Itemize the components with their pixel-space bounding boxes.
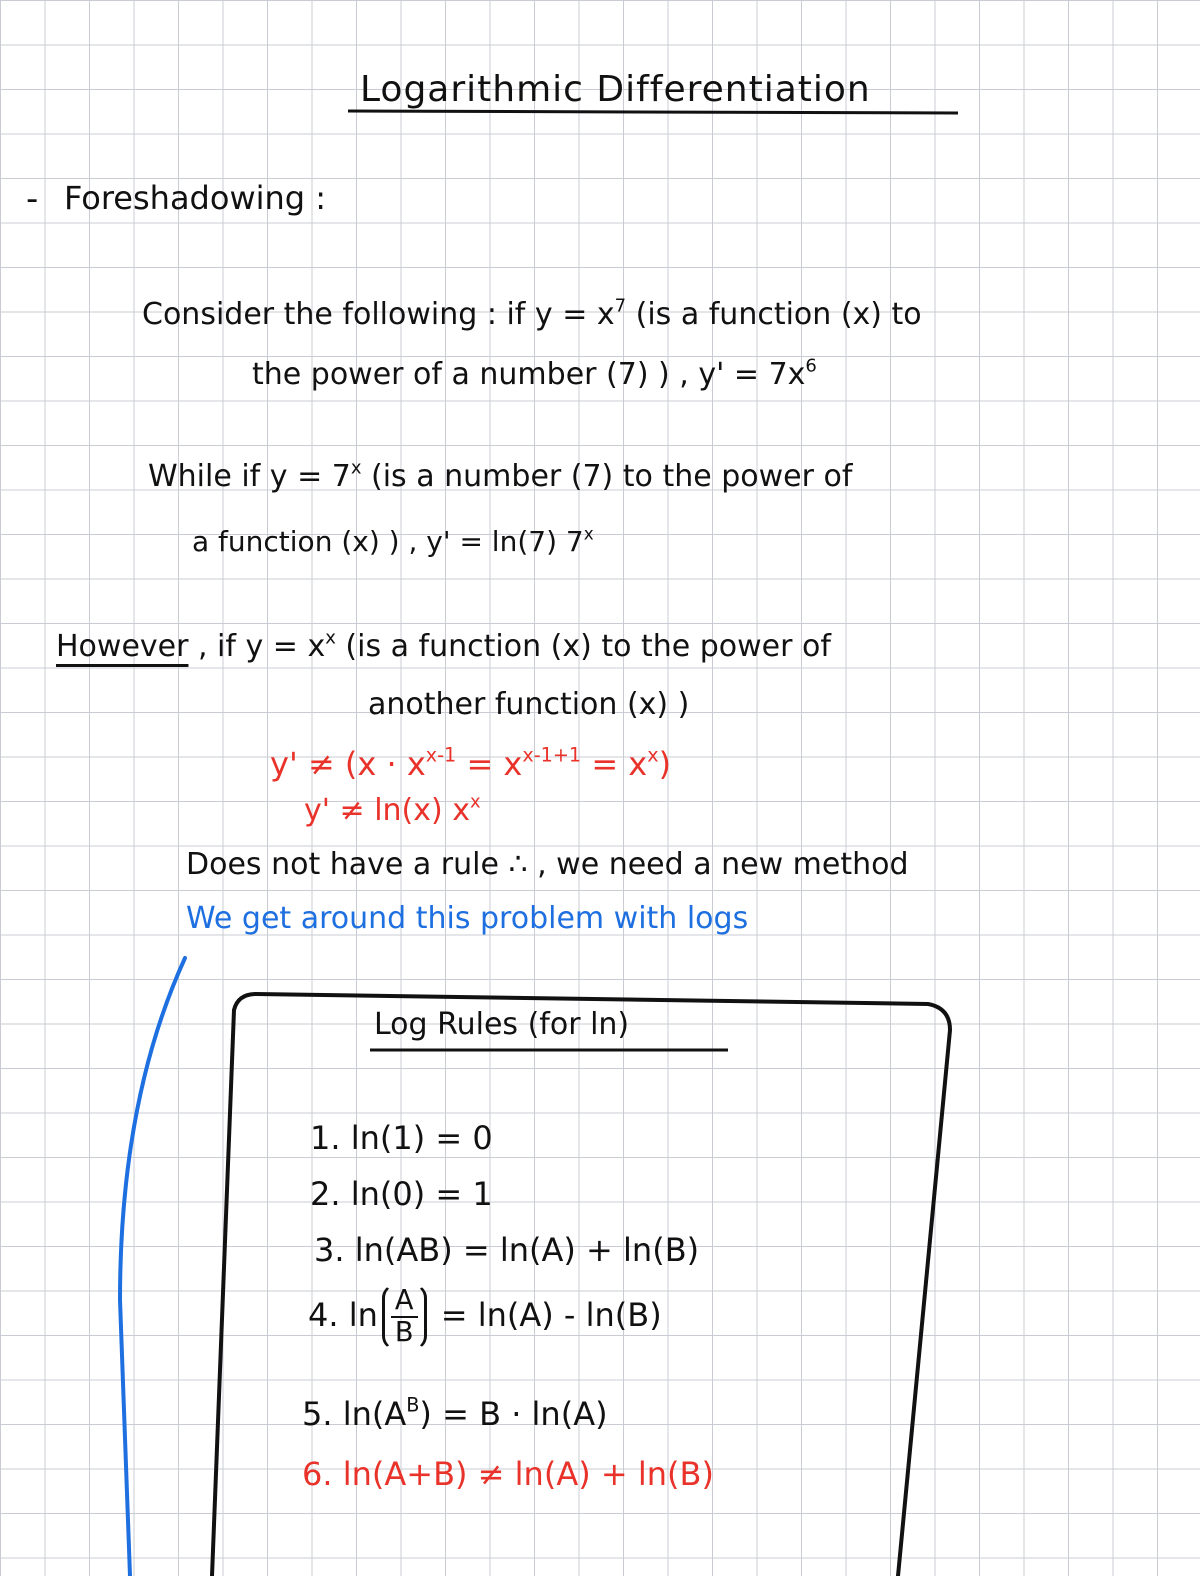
- red-line1-b: = x: [456, 745, 523, 783]
- paragraph3-line2: another function (x) ): [368, 687, 690, 722]
- red-line1-exp2: x-1+1: [522, 743, 582, 767]
- red-line1-d: ): [658, 745, 672, 783]
- p2-line2-text: a function (x) ) , y' = ln(7) 7: [192, 525, 584, 558]
- however-word: However: [56, 629, 189, 664]
- rule-5-rest: ) = B · ln(A): [419, 1395, 608, 1433]
- no-rule-line: Does not have a rule ∴ , we need a new method: [186, 847, 909, 882]
- p2-line1-exp: x: [350, 457, 362, 479]
- p3-line1-tail: (is a function (x) to the power of: [335, 629, 831, 664]
- rule-3: 3. ln(AB) = ln(A) + ln(B): [314, 1231, 700, 1269]
- rule-1: 1. ln(1) = 0: [310, 1119, 493, 1157]
- rule-4-prefix: 4. ln: [308, 1295, 378, 1334]
- p2-line2-exp: x: [583, 523, 594, 544]
- red-line1-c: = x: [581, 745, 648, 783]
- rule-5: [302, 1393, 608, 1433]
- p1-line2-text: the power of a number (7) ) , y' = 7x: [252, 357, 806, 392]
- rule-6: 6. ln(A+B) ≠ ln(A) + ln(B): [302, 1455, 714, 1493]
- rule-4-fraction: [382, 1284, 427, 1350]
- red-line1-exp3: x: [647, 743, 659, 767]
- paragraph1-line1: [142, 295, 922, 332]
- p1-line1-exp: 7: [614, 295, 627, 317]
- p3-line1-exp: x: [325, 627, 336, 649]
- red-line1: [270, 743, 672, 783]
- heading-foreshadowing: Foreshadowing :: [64, 179, 327, 217]
- paragraph3-line1: [56, 627, 831, 664]
- paragraph2-line1: [148, 457, 853, 494]
- blue-pointer-line: [120, 958, 185, 1576]
- blue-note: We get around this problem with logs: [186, 901, 749, 936]
- p1-line2-exp: 6: [805, 355, 817, 377]
- rule-4-numerator: A: [391, 1286, 418, 1318]
- p1-line1-rest: (is a function (x) to: [626, 297, 922, 332]
- red-line1-a: y' ≠ (x · x: [270, 745, 426, 783]
- p2-line1-text: While if y = 7: [148, 459, 351, 494]
- paragraph2-line2: [192, 523, 594, 558]
- rule-4-rest: = ln(A) - ln(B): [430, 1295, 662, 1334]
- red-line2-exp: x: [470, 791, 481, 813]
- box-title: Log Rules (for ln): [374, 1007, 630, 1042]
- red-line2: [304, 791, 481, 828]
- rule-5-exp: B: [406, 1393, 420, 1417]
- rule-4: [308, 1284, 662, 1350]
- p2-line1-rest: (is a number (7) to the power of: [361, 459, 853, 494]
- paragraph1-line2: [252, 355, 817, 392]
- rule-4-denominator: B: [394, 1316, 414, 1348]
- rule-2: 2. ln(0) = 1: [310, 1175, 493, 1213]
- red-line1-exp1: x-1: [425, 743, 457, 767]
- rule-5-prefix: 5. ln(A: [302, 1395, 407, 1433]
- p1-line1-text: Consider the following : if y = x: [142, 297, 615, 332]
- red-line2-a: y' ≠ ln(x) x: [304, 793, 471, 828]
- heading-bullet: -: [26, 179, 39, 219]
- page-title: Logarithmic Differentiation: [360, 69, 871, 110]
- title-underline: [348, 111, 958, 113]
- p3-line1-rest: , if y = x: [188, 629, 326, 664]
